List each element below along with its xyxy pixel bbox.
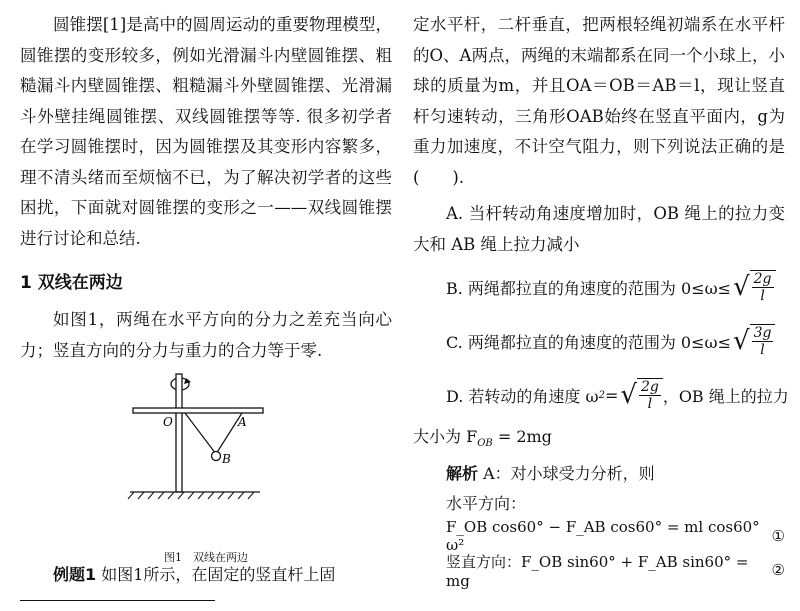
- equation-2-number: ②: [771, 561, 785, 580]
- analysis-line: [413, 459, 785, 489]
- option-b-den: l: [760, 288, 765, 304]
- option-b-text: B. 两绳都拉直的角速度的范围为 0≤ω≤: [446, 278, 732, 298]
- left-column: [20, 10, 392, 590]
- example-label: 例题1: [53, 565, 97, 584]
- horizontal-rod: [133, 408, 263, 413]
- ball: [212, 452, 221, 461]
- example-text: 如图1所示，在固定的竖直杆上固: [101, 565, 336, 584]
- option-d: [413, 368, 789, 422]
- equation-1: [413, 519, 785, 553]
- section-heading: 1 双线在两边: [20, 273, 123, 293]
- equation-2: [413, 552, 785, 590]
- label-o: O: [163, 415, 173, 429]
- figure-1: [20, 366, 392, 566]
- double-string-pendulum-diagram: [20, 366, 392, 541]
- string-ob: [185, 413, 216, 454]
- option-c-sqrt: √ $\frac{3g}{l}$: [733, 324, 775, 358]
- analysis-label: 解析: [446, 464, 479, 484]
- option-d-text: D. 若转动的角速度 ω: [446, 386, 599, 406]
- option-d-line2: [413, 422, 785, 459]
- option-c: [413, 314, 785, 368]
- option-d-line2-end: = 2mg: [492, 427, 552, 446]
- equation-1-text: F_OB cos60° − F_AB cos60° = ml cos60° ω²: [446, 518, 760, 555]
- option-d-line2-sub: OB: [477, 438, 493, 450]
- vertical-pole: [176, 374, 182, 492]
- footnote-rule: [20, 600, 215, 601]
- option-d-eq: =: [604, 385, 619, 405]
- figure-caption: 图1 双线在两边: [164, 551, 248, 564]
- label-a: A: [238, 415, 247, 429]
- option-d-den: l: [647, 396, 653, 412]
- option-d-sub: 2: [598, 389, 605, 401]
- option-d-line2-text: 大小为 F: [413, 427, 478, 446]
- option-d-num: 2g: [640, 379, 659, 395]
- option-b: [413, 260, 785, 314]
- right-column: [413, 10, 789, 590]
- analysis-text: A：对小球受力分析，则: [483, 464, 655, 484]
- equation-1-number: ①: [771, 527, 785, 546]
- question-paragraph: 定水平杆，二杆垂直，把两根轻绳初端系在水平杆的O、A两点，两绳的末端都系在同一个小球上，小球的质量为m，并且OA＝OB＝AB＝l，现让竖直杆匀速转动，三角形OAB始终在竖直平面内，g为重力加速度，不计空气阻力，则下列说法正确的是( ).: [413, 15, 785, 187]
- option-b-sqrt: √ $\frac{2g}{l}$: [733, 270, 775, 304]
- equation-2-text: F_OB sin60° + F_AB sin60° = mg: [446, 552, 749, 590]
- option-b-num: 2g: [753, 271, 772, 287]
- option-c-text: C. 两绳都拉直的角速度的范围为 0≤ω≤: [446, 332, 731, 352]
- option-c-den: l: [760, 342, 765, 358]
- option-a: A. 当杆转动角速度增加时，OB 绳上的拉力变大和 AB 绳上拉力减小: [413, 204, 785, 254]
- option-c-num: 3g: [753, 325, 772, 341]
- option-d-text2: ，OB 绳上的拉力: [662, 386, 789, 406]
- label-b: B: [222, 452, 231, 466]
- ground-hatching: [128, 492, 254, 499]
- vertical-label: 竖直方向：: [446, 552, 522, 571]
- option-d-sqrt: √ $\frac{2g}{l}$: [620, 378, 662, 412]
- intro-paragraph: 圆锥摆[1]是高中的圆周运动的重要物理模型，圆锥摆的变形较多，例如光滑漏斗内壁圆锥摆、粗糙漏斗内壁圆锥摆、粗糙漏斗外壁圆锥摆、光滑漏斗外壁挂绳圆锥摆、双线圆锥摆等等. 很多初学者在学习圆锥摆时，因为圆锥摆及其变形内容繁多，理不清头绪而至烦恼不已，为了解决初学者的这些困扰，下面就对圆锥摆的变形之一——双线圆锥摆进行讨论和总结.: [20, 15, 392, 248]
- section-paragraph: 如图1，两绳在水平方向的分力之差充当向心力；竖直方向的分力与重力的合力等于零.: [20, 310, 392, 360]
- horizontal-label: 水平方向：: [446, 494, 527, 514]
